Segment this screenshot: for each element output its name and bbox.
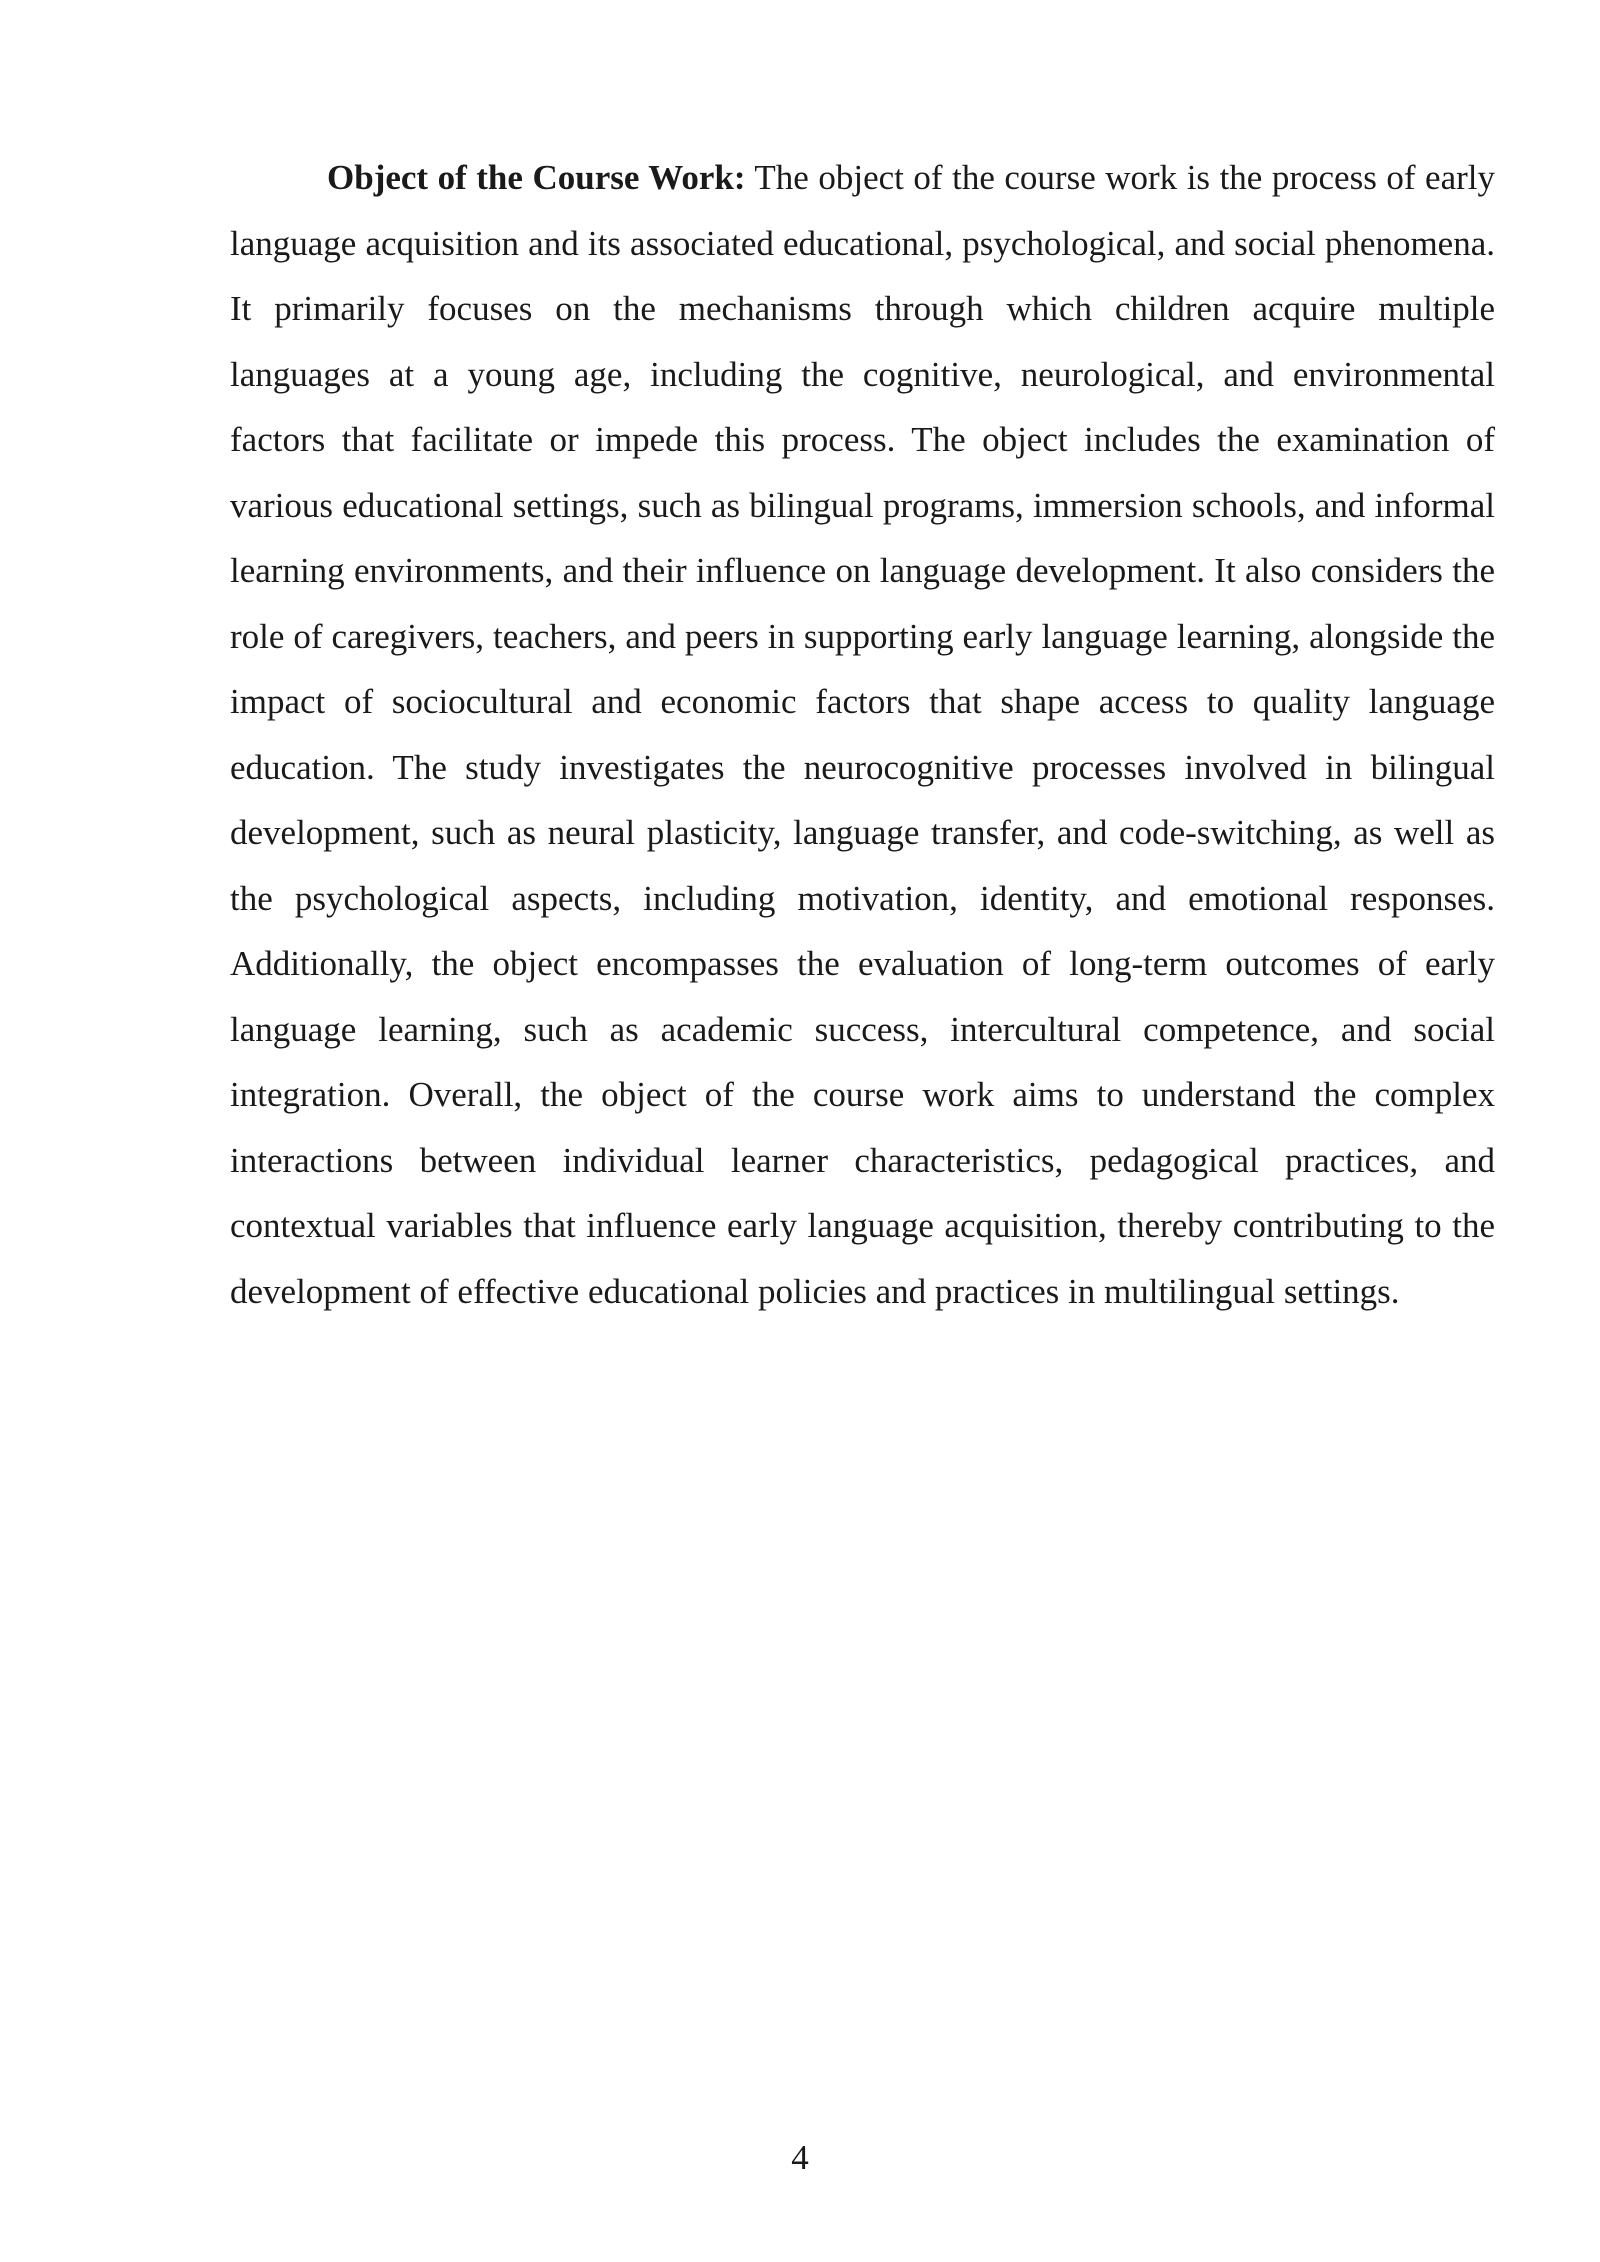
body-paragraph — [230, 145, 1495, 1324]
paragraph-heading: Object of the Course Work: — [327, 158, 746, 197]
page-number: 4 — [791, 2138, 809, 2177]
paragraph-text: The object of the course work is the process of early language acquisition and its associated educational, psychological, and social phenomena. It primarily focuses on the mechanisms through which children acquire multiple languages at a young age, including the cognitive, neurological, and environmental factors that facilitate or impede this process. The object includes the examination of various educational settings, such as bilingual programs, immersion schools, and informal learning environments, and their influence on language development. It also considers the role of caregivers, teachers, and peers in supporting early language learning, alongside the impact of sociocultural and economic factors that shape access to quality language education. The study investigates the neurocognitive processes involved in bilingual development, such as neural plasticity, language transfer, and code-switching, as well as the psychological aspects, including motivation, identity, and emotional responses. Additionally, the object encompasses the evaluation of long-term outcomes of early language learning, such as academic success, intercultural competence, and social integration. Overall, the object of the course work aims to understand the complex interactions between individual learner characteristics, pedagogical practices, and contextual variables that influence early language acquisition, thereby contributing to the development of effective educational policies and practices in multilingual settings. — [230, 158, 1495, 1311]
